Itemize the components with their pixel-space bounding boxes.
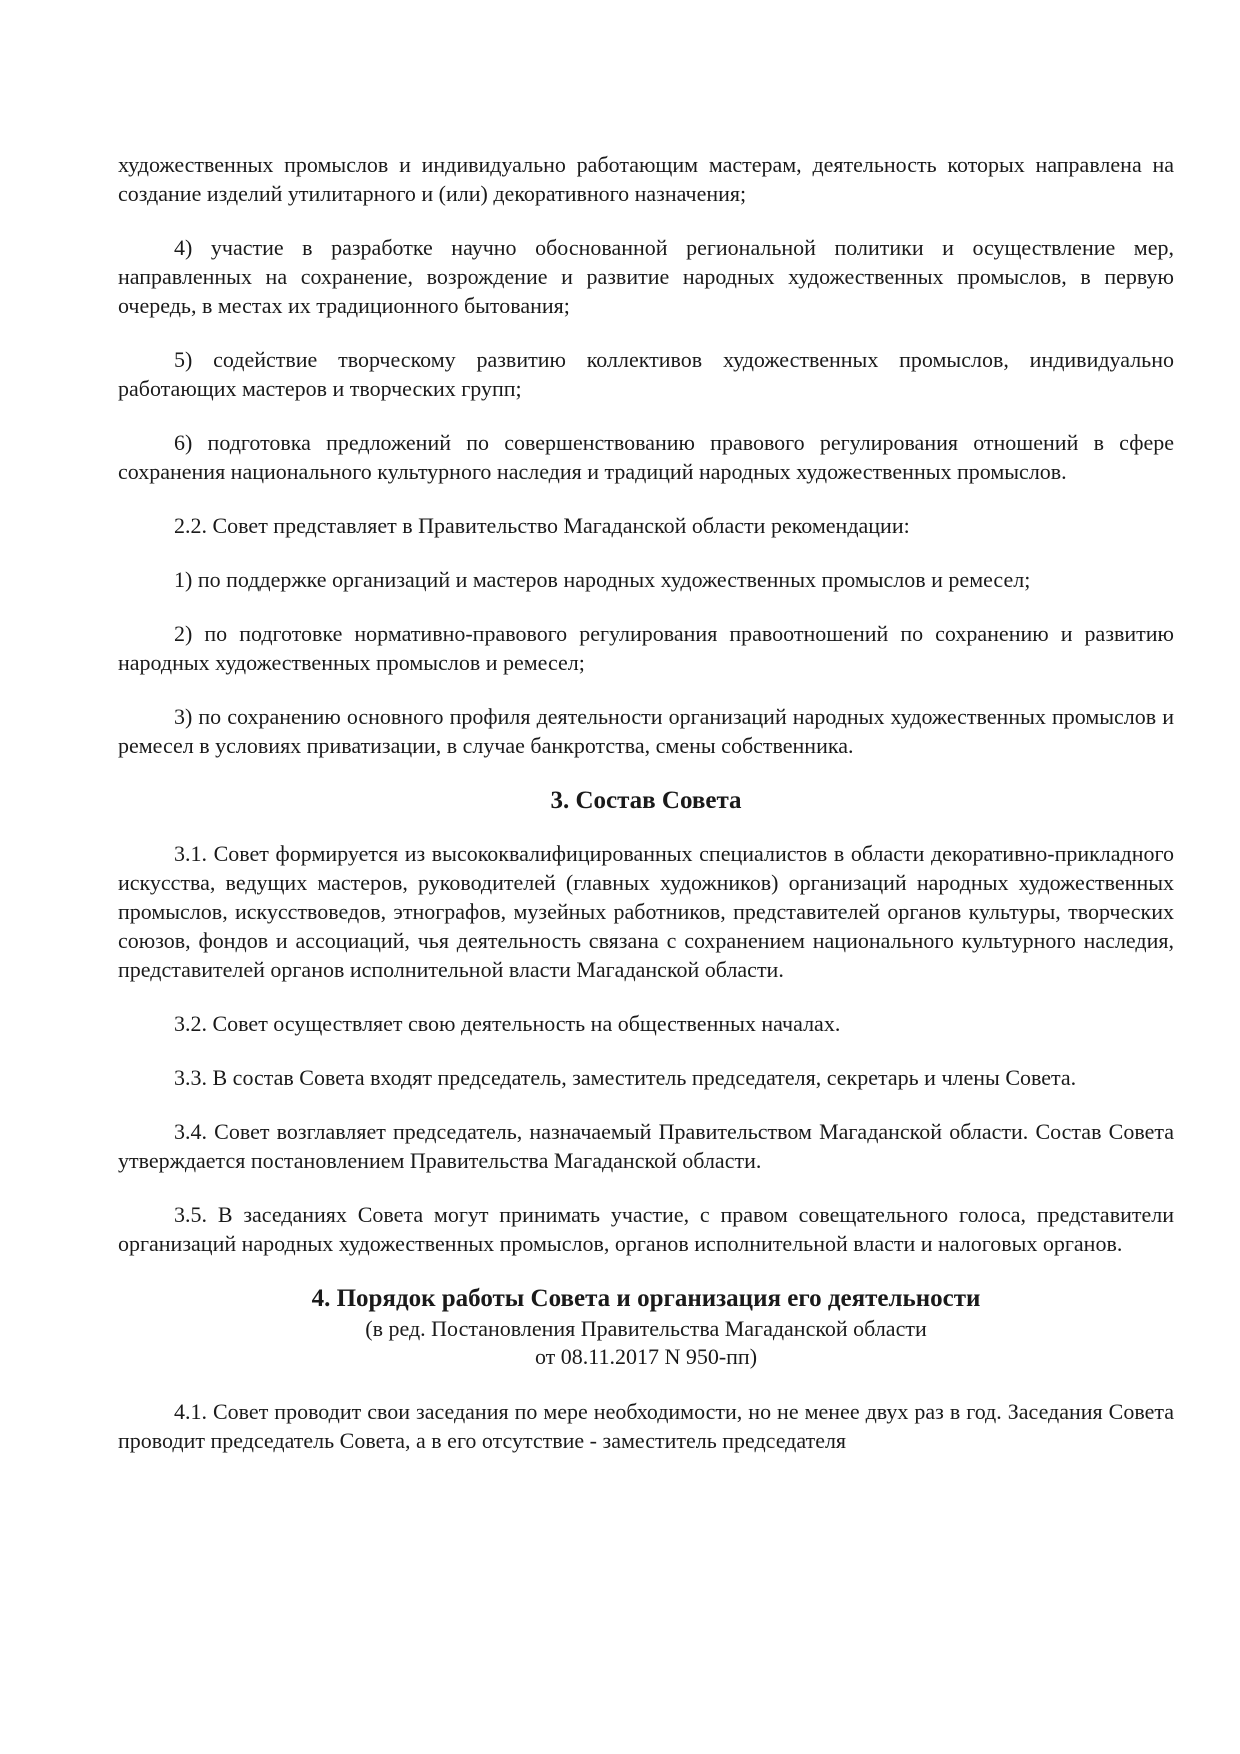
paragraph-2-2-item-1: 1) по поддержке организаций и мастеров народных художественных промыслов и ремесел; (174, 567, 1031, 592)
document-page (118, 150, 1174, 1480)
paragraph-3-4: 3.4. Совет возглавляет председатель, назначаемый Правительством Магаданской области. Состав Совета утверждается постановлением Правительства Магаданской области. (118, 1119, 1174, 1173)
paragraph-item-6: 6) подготовка предложений по совершенствованию правового регулирования отношений в сфере сохранения национального культурного наследия и традиций народных художественных промыслов. (118, 430, 1174, 484)
paragraph-3-1: 3.1. Совет формируется из высококвалифицированных специалистов в области декоративно-прикладного искусства, ведущих мастеров, руководителей (главных художников) организаций народных художественных промыслов, искусствоведов, этнографов, музейных работников, представителей органов культуры, творческих союзов, фондов и ассоциаций, чья деятельность связана с сохранением национального культурного наследия, представителей органов исполнительной власти Магаданской области. (118, 841, 1174, 982)
section-heading-3: 3. Состав Совета (550, 787, 742, 814)
amendment-note-line-2: от 08.11.2017 N 950-пп) (534, 1344, 758, 1369)
paragraph-continuation: художественных промыслов и индивидуально работающим мастерам, деятельность которых направлена на создание изделий утилитарного и (или) декоративного назначения; (118, 152, 1174, 206)
paragraph-2-2-item-3: 3) по сохранению основного профиля деятельности организаций народных художественных промыслов и ремесел в условиях приватизации, в случае банкротства, смены собственника. (118, 704, 1174, 758)
paragraph-4-1: 4.1. Совет проводит свои заседания по мере необходимости, но не менее двух раз в год. Заседания Совета проводит председатель Совета, а в его отсутствие - заместитель председателя (118, 1399, 1174, 1453)
paragraph-2-2-item-2: 2) по подготовке нормативно-правового регулирования правоотношений по сохранению и развитию народных художественных промыслов и ремесел; (118, 621, 1174, 675)
amendment-note-line-1: (в ред. Постановления Правительства Магаданской области (365, 1316, 927, 1341)
section-heading-4-block (118, 1283, 1174, 1371)
paragraph-3-5: 3.5. В заседаниях Совета могут принимать участие, с правом совещательного голоса, представители организаций народных художественных промыслов, органов исполнительной власти и налоговых органов. (118, 1202, 1174, 1256)
paragraph-3-3: 3.3. В состав Совета входят председатель, заместитель председателя, секретарь и члены Совета. (174, 1065, 1077, 1090)
section-heading-4: 4. Порядок работы Совета и организация его деятельности (311, 1285, 981, 1312)
paragraph-2-2: 2.2. Совет представляет в Правительство Магаданской области рекомендации: (174, 513, 910, 538)
paragraph-3-2: 3.2. Совет осуществляет свою деятельность на общественных началах. (174, 1011, 841, 1036)
paragraph-item-4: 4) участие в разработке научно обоснованной региональной политики и осуществление мер, направленных на сохранение, возрождение и развитие народных художественных промыслов, в первую очередь, в местах их традиционного бытования; (118, 235, 1174, 318)
paragraph-item-5: 5) содействие творческому развитию коллективов художественных промыслов, индивидуально работающих мастеров и творческих групп; (118, 347, 1174, 401)
